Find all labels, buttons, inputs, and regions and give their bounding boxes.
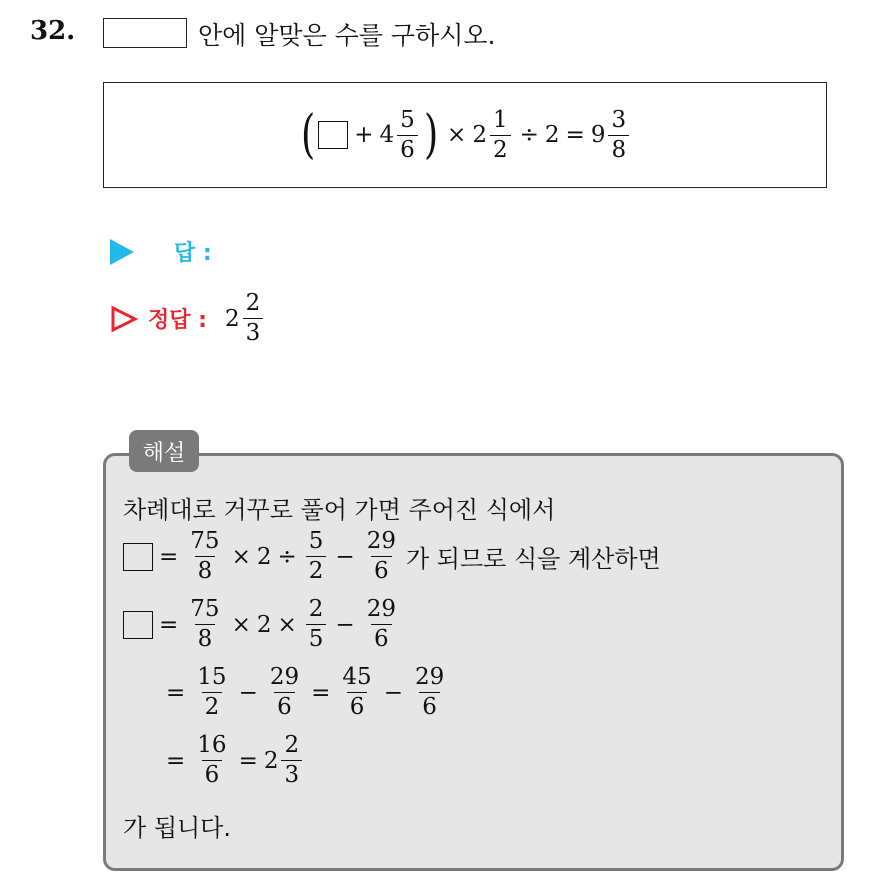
whole-4: 4 (379, 122, 395, 148)
unknown-box (318, 121, 348, 149)
answer-label: 답 : (174, 241, 212, 266)
divide-sign: ÷ (519, 122, 539, 148)
equation-frame (103, 82, 827, 188)
solution-closing: 가 됩니다. (123, 814, 231, 842)
fraction-5-6: $\frac{5}{6}$ (397, 109, 418, 162)
plus-sign: + (354, 122, 374, 148)
right-paren: ) (423, 105, 439, 165)
fraction-3-8: $\frac{3}{8}$ (608, 109, 629, 162)
solution-line-1: 차례대로 거꾸로 풀어 가면 주어진 식에서 (123, 496, 556, 524)
fraction-1-2: $\frac{1}{2}$ (490, 109, 511, 162)
unknown-box (123, 543, 153, 571)
equation (104, 83, 826, 187)
correct-answer-row (110, 292, 266, 345)
solution-tab: 해설 (129, 430, 199, 472)
correct-label: 정답 : (148, 308, 207, 333)
solution-line-5: = $\frac{16}{6}$ = 2 $\frac{2}{3}$ (160, 734, 305, 787)
answer-row (110, 236, 212, 267)
question-number: 32. (30, 16, 76, 46)
question-prompt: 안에 알맞은 수를 구하시오. (198, 21, 496, 50)
unknown-box (123, 611, 153, 639)
times-sign: × (447, 122, 467, 148)
solution-line-3: = $\frac{75}{8}$ × 2 × $\frac{2}{5}$ − $\frac{29}{6}$ (123, 598, 402, 651)
whole-2: 2 (472, 122, 487, 148)
play-arrow-icon (110, 239, 134, 265)
divisor: 2 (544, 122, 560, 148)
outline-arrow-icon (110, 305, 138, 333)
solution-line-4: = $\frac{15}{2}$ − $\frac{29}{6}$ = $\frac{45}{6}$ − $\frac{29}{6}$ (166, 664, 445, 720)
left-paren: ( (300, 105, 316, 165)
equals-sign: = (565, 122, 585, 148)
blank-box (103, 18, 187, 48)
whole-9: 9 (590, 122, 606, 148)
correct-value: 2 $\frac{2}{3}$ (225, 292, 266, 345)
solution-line-2: = $\frac{75}{8}$ × 2 ÷ $\frac{5}{2}$ − $\frac{29}{6}$ 가 되므로 식을 계산하면 (123, 530, 661, 583)
